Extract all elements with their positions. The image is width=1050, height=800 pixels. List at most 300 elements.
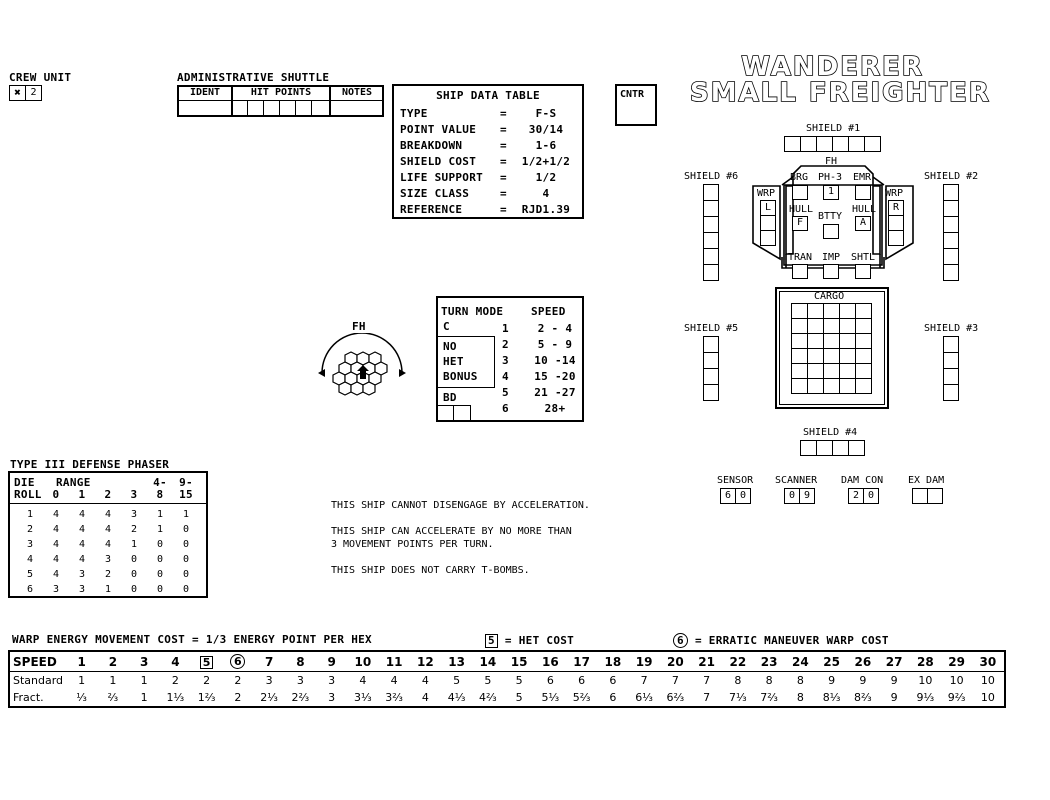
warp-standard-cell: 2 — [160, 672, 191, 690]
shield-1-label: SHIELD #1 — [806, 123, 861, 134]
ship-data-eq: = — [500, 203, 507, 216]
phaser-cell: 4 — [52, 524, 60, 535]
shield-box — [832, 136, 849, 152]
warp-fract-cell: 1⅔ — [191, 689, 222, 706]
warp-standard-cell: 9 — [816, 672, 847, 690]
phaser-cell: 4 — [104, 539, 112, 550]
shield-box — [816, 136, 833, 152]
cargo-box — [807, 363, 824, 379]
scanner-box-2: 9 — [799, 488, 815, 504]
turn-mode-speed: 2 - 4 — [537, 322, 573, 335]
ship-data-key: TYPE — [400, 107, 428, 120]
warp-fract-cell: 3⅓ — [347, 689, 378, 706]
shield-box — [943, 248, 959, 265]
warp-speed-cell: 7 — [254, 652, 285, 672]
shuttle-ident-header: IDENT — [189, 87, 221, 98]
erratic-legend — [673, 633, 889, 648]
phaser-cell: 4 — [78, 524, 86, 535]
wrp-left-box-1: L — [760, 200, 776, 216]
exdam-box-2 — [927, 488, 943, 504]
ship-data-eq: = — [500, 139, 507, 152]
hull-a-box: A — [855, 216, 871, 231]
warp-speed-cell: 10 — [347, 652, 378, 672]
phaser-cell: 6 — [26, 584, 34, 595]
warp-speed-cell: 18 — [597, 652, 628, 672]
ship-data-value: F-S — [535, 107, 557, 120]
cargo-box — [855, 318, 872, 334]
bd-label: BD — [443, 391, 457, 404]
ph3-box: 1 — [823, 185, 839, 200]
warp-fract-cell: 2⅔ — [285, 689, 316, 706]
phaser-range-label: RANGE — [56, 476, 91, 489]
note-disengage: THIS SHIP CANNOT DISENGAGE BY ACCELERATION. — [331, 500, 590, 511]
phaser-cell: 0 — [130, 554, 138, 565]
ship-data-value: RJD1.39 — [521, 203, 571, 216]
cargo-box — [807, 303, 824, 319]
warp-speed-cell: 23 — [754, 652, 785, 672]
phaser-cell: 1 — [26, 509, 34, 520]
shield-box — [832, 440, 849, 456]
warp-fract-cell: 5⅔ — [566, 689, 597, 706]
het-cost-legend — [485, 634, 574, 648]
shield-box — [703, 264, 719, 281]
shtl-label: SHTL — [851, 252, 876, 263]
shield-4-label: SHIELD #4 — [803, 427, 858, 438]
warp-standard-cell: 9 — [847, 672, 878, 690]
phaser-cell: 2 — [130, 524, 138, 535]
exdam-label: EX DAM — [908, 475, 945, 486]
phaser-cell: 4 — [26, 554, 34, 565]
turn-mode-speed: 28+ — [544, 402, 566, 415]
wrp-left-box-2 — [760, 215, 776, 231]
warp-standard-cell: 10 — [972, 672, 1003, 690]
cargo-box — [839, 363, 856, 379]
warp-fract-cell: 6⅓ — [629, 689, 660, 706]
ship-data-key: REFERENCE — [400, 203, 463, 216]
phaser-cell: 5 — [26, 569, 34, 580]
phaser-range-col: 4- — [153, 476, 167, 489]
phaser-cell: 0 — [156, 539, 164, 550]
phaser-cell: 3 — [26, 539, 34, 550]
ship-data-value: 1/2 — [535, 171, 557, 184]
warp-standard-cell: 3 — [285, 672, 316, 690]
shield-box — [703, 216, 719, 233]
ship-data-key: BREAKDOWN — [400, 139, 463, 152]
warp-speed-cell: 1 — [66, 652, 97, 672]
cargo-box — [807, 378, 824, 394]
warp-fract-cell: 6 — [597, 689, 628, 706]
wrp-left-box-3 — [760, 230, 776, 246]
shield-box — [816, 440, 833, 456]
btty-box — [823, 224, 839, 239]
cargo-box — [839, 318, 856, 334]
warp-standard-cell: 9 — [879, 672, 910, 690]
warp-fract-cell: 4 — [410, 689, 441, 706]
warp-standard-cell: 2 — [191, 672, 222, 690]
cargo-box — [855, 363, 872, 379]
warp-fract-cell: 3⅔ — [379, 689, 410, 706]
cargo-box — [839, 333, 856, 349]
phaser-range-col: 0 — [52, 488, 60, 501]
cargo-box — [791, 318, 808, 334]
cargo-box — [839, 348, 856, 364]
warp-standard-cell: 1 — [66, 672, 97, 690]
wrp-right-box-2 — [888, 215, 904, 231]
wrp-right-box-1: R — [888, 200, 904, 216]
warp-fract-cell: 7 — [691, 689, 722, 706]
phaser-range-col: 3 — [130, 488, 138, 501]
cargo-grid — [791, 303, 873, 394]
ship-data-key: SHIELD COST — [400, 155, 477, 168]
phaser-cell: 0 — [182, 524, 190, 535]
brg-box — [792, 185, 808, 200]
warp-standard-cell: 7 — [691, 672, 722, 690]
ship-data-value: 1-6 — [535, 139, 557, 152]
shield-6-boxes — [703, 184, 719, 280]
shield-box — [943, 368, 959, 385]
warp-speed-cell: 8 — [285, 652, 316, 672]
warp-speed-cell: 11 — [379, 652, 410, 672]
phaser-cell: 0 — [130, 569, 138, 580]
cargo-box — [823, 318, 840, 334]
shield-2-label: SHIELD #2 — [924, 171, 979, 182]
phaser-title: TYPE III DEFENSE PHASER — [10, 458, 170, 471]
phaser-range-col2: 15 — [179, 488, 193, 501]
phaser-cell: 0 — [156, 569, 164, 580]
cargo-box — [791, 303, 808, 319]
damcon-box-1: 2 — [848, 488, 864, 504]
speed-header: SPEED — [531, 305, 566, 318]
warp-cost-label: WARP ENERGY MOVEMENT COST = 1/3 ENERGY POINT PER HEX — [12, 633, 372, 646]
erratic-text: = ERRATIC MANEUVER WARP COST — [694, 634, 889, 647]
warp-speed-cell — [222, 652, 253, 672]
phaser-cell: 1 — [182, 509, 190, 520]
turn-mode-speed: 21 -27 — [534, 386, 576, 399]
damcon-box-2: 0 — [863, 488, 879, 504]
turn-mode-value: 5 — [502, 386, 509, 399]
warp-speed-cell: 24 — [785, 652, 816, 672]
sensor-box-1: 6 — [720, 488, 736, 504]
warp-fract-cell: 3 — [316, 689, 347, 706]
turn-mode-value: 6 — [502, 402, 509, 415]
warp-standard-cell: 3 — [254, 672, 285, 690]
exdam-box-1 — [912, 488, 928, 504]
hull-f-label: HULL — [789, 204, 814, 215]
ship-data-table — [392, 84, 584, 219]
ship-data-value: 4 — [542, 187, 550, 200]
tran-label: TRAN — [788, 252, 813, 263]
shield-box — [800, 136, 817, 152]
warp-standard-cell: 7 — [629, 672, 660, 690]
warp-fract-cell: 9 — [879, 689, 910, 706]
cargo-box — [807, 333, 824, 349]
phaser-cell: 4 — [78, 509, 86, 520]
crew-unit-label: CREW UNIT — [9, 71, 72, 84]
warp-speed-cell: 19 — [629, 652, 660, 672]
warp-standard-cell: 7 — [660, 672, 691, 690]
imp-label: IMP — [822, 252, 841, 263]
ship-data-value: 30/14 — [528, 123, 564, 136]
warp-standard-cell: 5 — [504, 672, 535, 690]
warp-standard-label: Standard — [10, 672, 66, 690]
warp-speed-cell: 16 — [535, 652, 566, 672]
warp-fract-cell: 5⅓ — [535, 689, 566, 706]
warp-fract-cell: 8⅓ — [816, 689, 847, 706]
ship-name: WANDERER — [741, 52, 924, 82]
shield-box — [703, 368, 719, 385]
fh-arc-label: FH — [352, 320, 366, 333]
phaser-cell: 1 — [104, 584, 112, 595]
ship-data-value: 1/2+1/2 — [521, 155, 571, 168]
warp-fract-cell: 10 — [972, 689, 1003, 706]
phaser-cell: 0 — [182, 554, 190, 565]
turn-mode-value: 2 — [502, 338, 509, 351]
warp-fract-cell: 9⅓ — [910, 689, 941, 706]
turn-mode-header: TURN MODE — [441, 305, 504, 318]
shield-box — [943, 264, 959, 281]
ship-data-key: POINT VALUE — [400, 123, 477, 136]
phaser-cell: 4 — [104, 524, 112, 535]
warp-fract-cell: ⅓ — [66, 689, 97, 706]
note-tbombs: THIS SHIP DOES NOT CARRY T-BOMBS. — [331, 565, 530, 576]
no-label: NO — [443, 340, 457, 353]
phaser-cell: 4 — [78, 554, 86, 565]
warp-standard-cell: 2 — [222, 672, 253, 690]
ship-data-eq: = — [500, 187, 507, 200]
phaser-cell: 0 — [182, 539, 190, 550]
warp-speed-cell: 20 — [660, 652, 691, 672]
shield-box — [864, 136, 881, 152]
shield-box — [703, 248, 719, 265]
phaser-cell: 3 — [78, 584, 86, 595]
bd-boxes — [438, 405, 471, 421]
cargo-box — [855, 378, 872, 394]
warp-standard-cell: 8 — [785, 672, 816, 690]
phaser-cell: 3 — [52, 584, 60, 595]
wrp-right-label: WRP — [885, 188, 904, 199]
bonus-label: BONUS — [443, 370, 478, 383]
ship-data-eq: = — [500, 155, 507, 168]
turn-mode-speed: 10 -14 — [534, 354, 576, 367]
shield-box — [943, 232, 959, 249]
cargo-box — [855, 333, 872, 349]
cargo-box — [807, 348, 824, 364]
sensor-box-2: 0 — [735, 488, 751, 504]
wrp-left-label: WRP — [757, 188, 776, 199]
ship-data-eq: = — [500, 123, 507, 136]
shield-3-label: SHIELD #3 — [924, 323, 979, 334]
phaser-range-col: 9- — [179, 476, 193, 489]
phaser-cell: 3 — [104, 554, 112, 565]
turn-mode-value: 3 — [502, 354, 509, 367]
phaser-cell: 0 — [156, 554, 164, 565]
warp-standard-cell: 1 — [97, 672, 128, 690]
brg-label: BRG — [790, 172, 809, 183]
cargo-box — [791, 378, 808, 394]
crew-unit-icon-box — [9, 85, 26, 101]
warp-fract-cell: 1⅓ — [160, 689, 191, 706]
cargo-box — [823, 378, 840, 394]
warp-table — [8, 650, 1006, 708]
warp-fract-cell: 5 — [504, 689, 535, 706]
cargo-box — [823, 303, 840, 319]
cargo-box — [823, 333, 840, 349]
turn-mode-table — [436, 296, 584, 422]
warp-standard-cell: 4 — [410, 672, 441, 690]
shield-5-label: SHIELD #5 — [684, 323, 739, 334]
warp-fract-cell: 8 — [785, 689, 816, 706]
scanner-box-1: 0 — [784, 488, 800, 504]
warp-standard-cell: 4 — [347, 672, 378, 690]
cntr-label: CNTR — [620, 89, 645, 100]
phaser-cell: 4 — [78, 539, 86, 550]
note-accelerate-1: THIS SHIP CAN ACCELERATE BY NO MORE THAN — [331, 526, 572, 537]
warp-speed-cell: 13 — [441, 652, 472, 672]
warp-fract-cell: 6⅔ — [660, 689, 691, 706]
warp-fract-cell: 7⅔ — [754, 689, 785, 706]
cargo-box — [823, 363, 840, 379]
phaser-cell: 4 — [52, 539, 60, 550]
phaser-cell: 4 — [52, 509, 60, 520]
phaser-cell: 2 — [104, 569, 112, 580]
shield-box — [800, 440, 817, 456]
cargo-box — [791, 348, 808, 364]
phaser-cell: 4 — [52, 569, 60, 580]
warp-fract-cell: 4⅔ — [472, 689, 503, 706]
phaser-range-col2: 8 — [156, 488, 164, 501]
shield-box — [703, 336, 719, 353]
cargo-box — [791, 363, 808, 379]
ship-data-key: LIFE SUPPORT — [400, 171, 484, 184]
warp-speed-cell: 12 — [410, 652, 441, 672]
hull-f-box: F — [792, 216, 808, 231]
shield-box — [703, 384, 719, 401]
hull-a-label: HULL — [852, 204, 877, 215]
warp-standard-cell: 10 — [941, 672, 972, 690]
phaser-cell: 0 — [182, 584, 190, 595]
het-speed-square: 5 — [200, 656, 214, 669]
shield-box — [943, 336, 959, 353]
warp-standard-cell: 5 — [441, 672, 472, 690]
warp-speed-cell: 26 — [847, 652, 878, 672]
warp-fract-cell: 1 — [129, 689, 160, 706]
turn-mode-speed: 5 - 9 — [537, 338, 573, 351]
het-square-icon: 5 — [485, 634, 498, 648]
warp-speed-cell: 15 — [504, 652, 535, 672]
warp-standard-cell: 8 — [754, 672, 785, 690]
crossed-swords-icon: ✖ — [14, 86, 21, 99]
warp-speed-cell: 3 — [129, 652, 160, 672]
warp-fract-cell: 7⅓ — [722, 689, 753, 706]
shield-box — [703, 232, 719, 249]
cargo-box — [839, 303, 856, 319]
emr-box — [855, 185, 871, 200]
cargo-box — [855, 303, 872, 319]
turn-mode-value: 4 — [502, 370, 509, 383]
shield-box — [943, 200, 959, 217]
shield-box — [943, 184, 959, 201]
warp-speed-cell: 9 — [316, 652, 347, 672]
firing-arc-diagram — [312, 333, 412, 408]
phaser-cell: 1 — [130, 539, 138, 550]
cntr-box — [615, 84, 657, 126]
scanner-label: SCANNER — [775, 475, 818, 486]
phaser-range-col: 2 — [104, 488, 112, 501]
crew-unit-value: 2 — [25, 85, 42, 101]
turn-mode-speed: 15 -20 — [534, 370, 576, 383]
warp-fract-cell: 9⅔ — [941, 689, 972, 706]
phaser-cell: 1 — [156, 524, 164, 535]
sensor-label: SENSOR — [717, 475, 754, 486]
imp-box — [823, 264, 839, 279]
warp-fract-cell: 2⅓ — [254, 689, 285, 706]
phaser-cell: 0 — [130, 584, 138, 595]
phaser-cell: 1 — [156, 509, 164, 520]
cargo-box — [807, 318, 824, 334]
warp-standard-cell: 8 — [722, 672, 753, 690]
wrp-right-box-3 — [888, 230, 904, 246]
warp-standard-cell: 5 — [472, 672, 503, 690]
erratic-circle-icon: 6 — [673, 633, 688, 648]
warp-speed-cell: 17 — [566, 652, 597, 672]
erratic-speed-circle: 6 — [230, 654, 245, 669]
phaser-cell: 4 — [52, 554, 60, 565]
warp-standard-cell: 3 — [316, 672, 347, 690]
shuttle-hitpoints-header: HIT POINTS — [250, 87, 312, 98]
warp-speed-label: SPEED — [10, 652, 66, 672]
fh-label: FH — [825, 156, 838, 167]
ph3-label: PH-3 — [818, 172, 843, 183]
turn-mode-value: 1 — [502, 322, 509, 335]
shield-1-boxes — [784, 136, 880, 152]
shield-box — [703, 200, 719, 217]
warp-standard-cell: 6 — [535, 672, 566, 690]
warp-fract-cell: ⅔ — [97, 689, 128, 706]
warp-speed-cell: 21 — [691, 652, 722, 672]
turn-mode-c: C — [443, 320, 450, 333]
warp-speed-cell — [191, 652, 222, 672]
shield-box — [784, 136, 801, 152]
shield-box — [703, 352, 719, 369]
ship-data-eq: = — [500, 107, 507, 120]
warp-speed-cell: 22 — [722, 652, 753, 672]
shield-box — [703, 184, 719, 201]
warp-speed-cell: 29 — [941, 652, 972, 672]
damcon-label: DAM CON — [841, 475, 884, 486]
warp-fract-cell: 4⅓ — [441, 689, 472, 706]
cargo-box — [791, 333, 808, 349]
warp-fract-cell: 2 — [222, 689, 253, 706]
emr-label: EMR — [853, 172, 872, 183]
warp-speed-cell: 4 — [160, 652, 191, 672]
shuttle-table — [177, 85, 384, 117]
shuttle-hit-boxes — [231, 100, 329, 115]
warp-fract-cell: 8⅔ — [847, 689, 878, 706]
warp-standard-cell: 1 — [129, 672, 160, 690]
phaser-cell: 0 — [182, 569, 190, 580]
phaser-cell: 4 — [104, 509, 112, 520]
shield-box — [848, 440, 865, 456]
shield-5-boxes — [703, 336, 719, 400]
warp-speed-cell: 30 — [972, 652, 1003, 672]
shuttle-notes-header: NOTES — [341, 87, 373, 98]
shield-box — [943, 352, 959, 369]
shield-3-boxes — [943, 336, 959, 400]
shield-box — [943, 384, 959, 401]
cargo-box — [839, 378, 856, 394]
warp-standard-cell: 6 — [566, 672, 597, 690]
ship-data-key: SIZE CLASS — [400, 187, 470, 200]
